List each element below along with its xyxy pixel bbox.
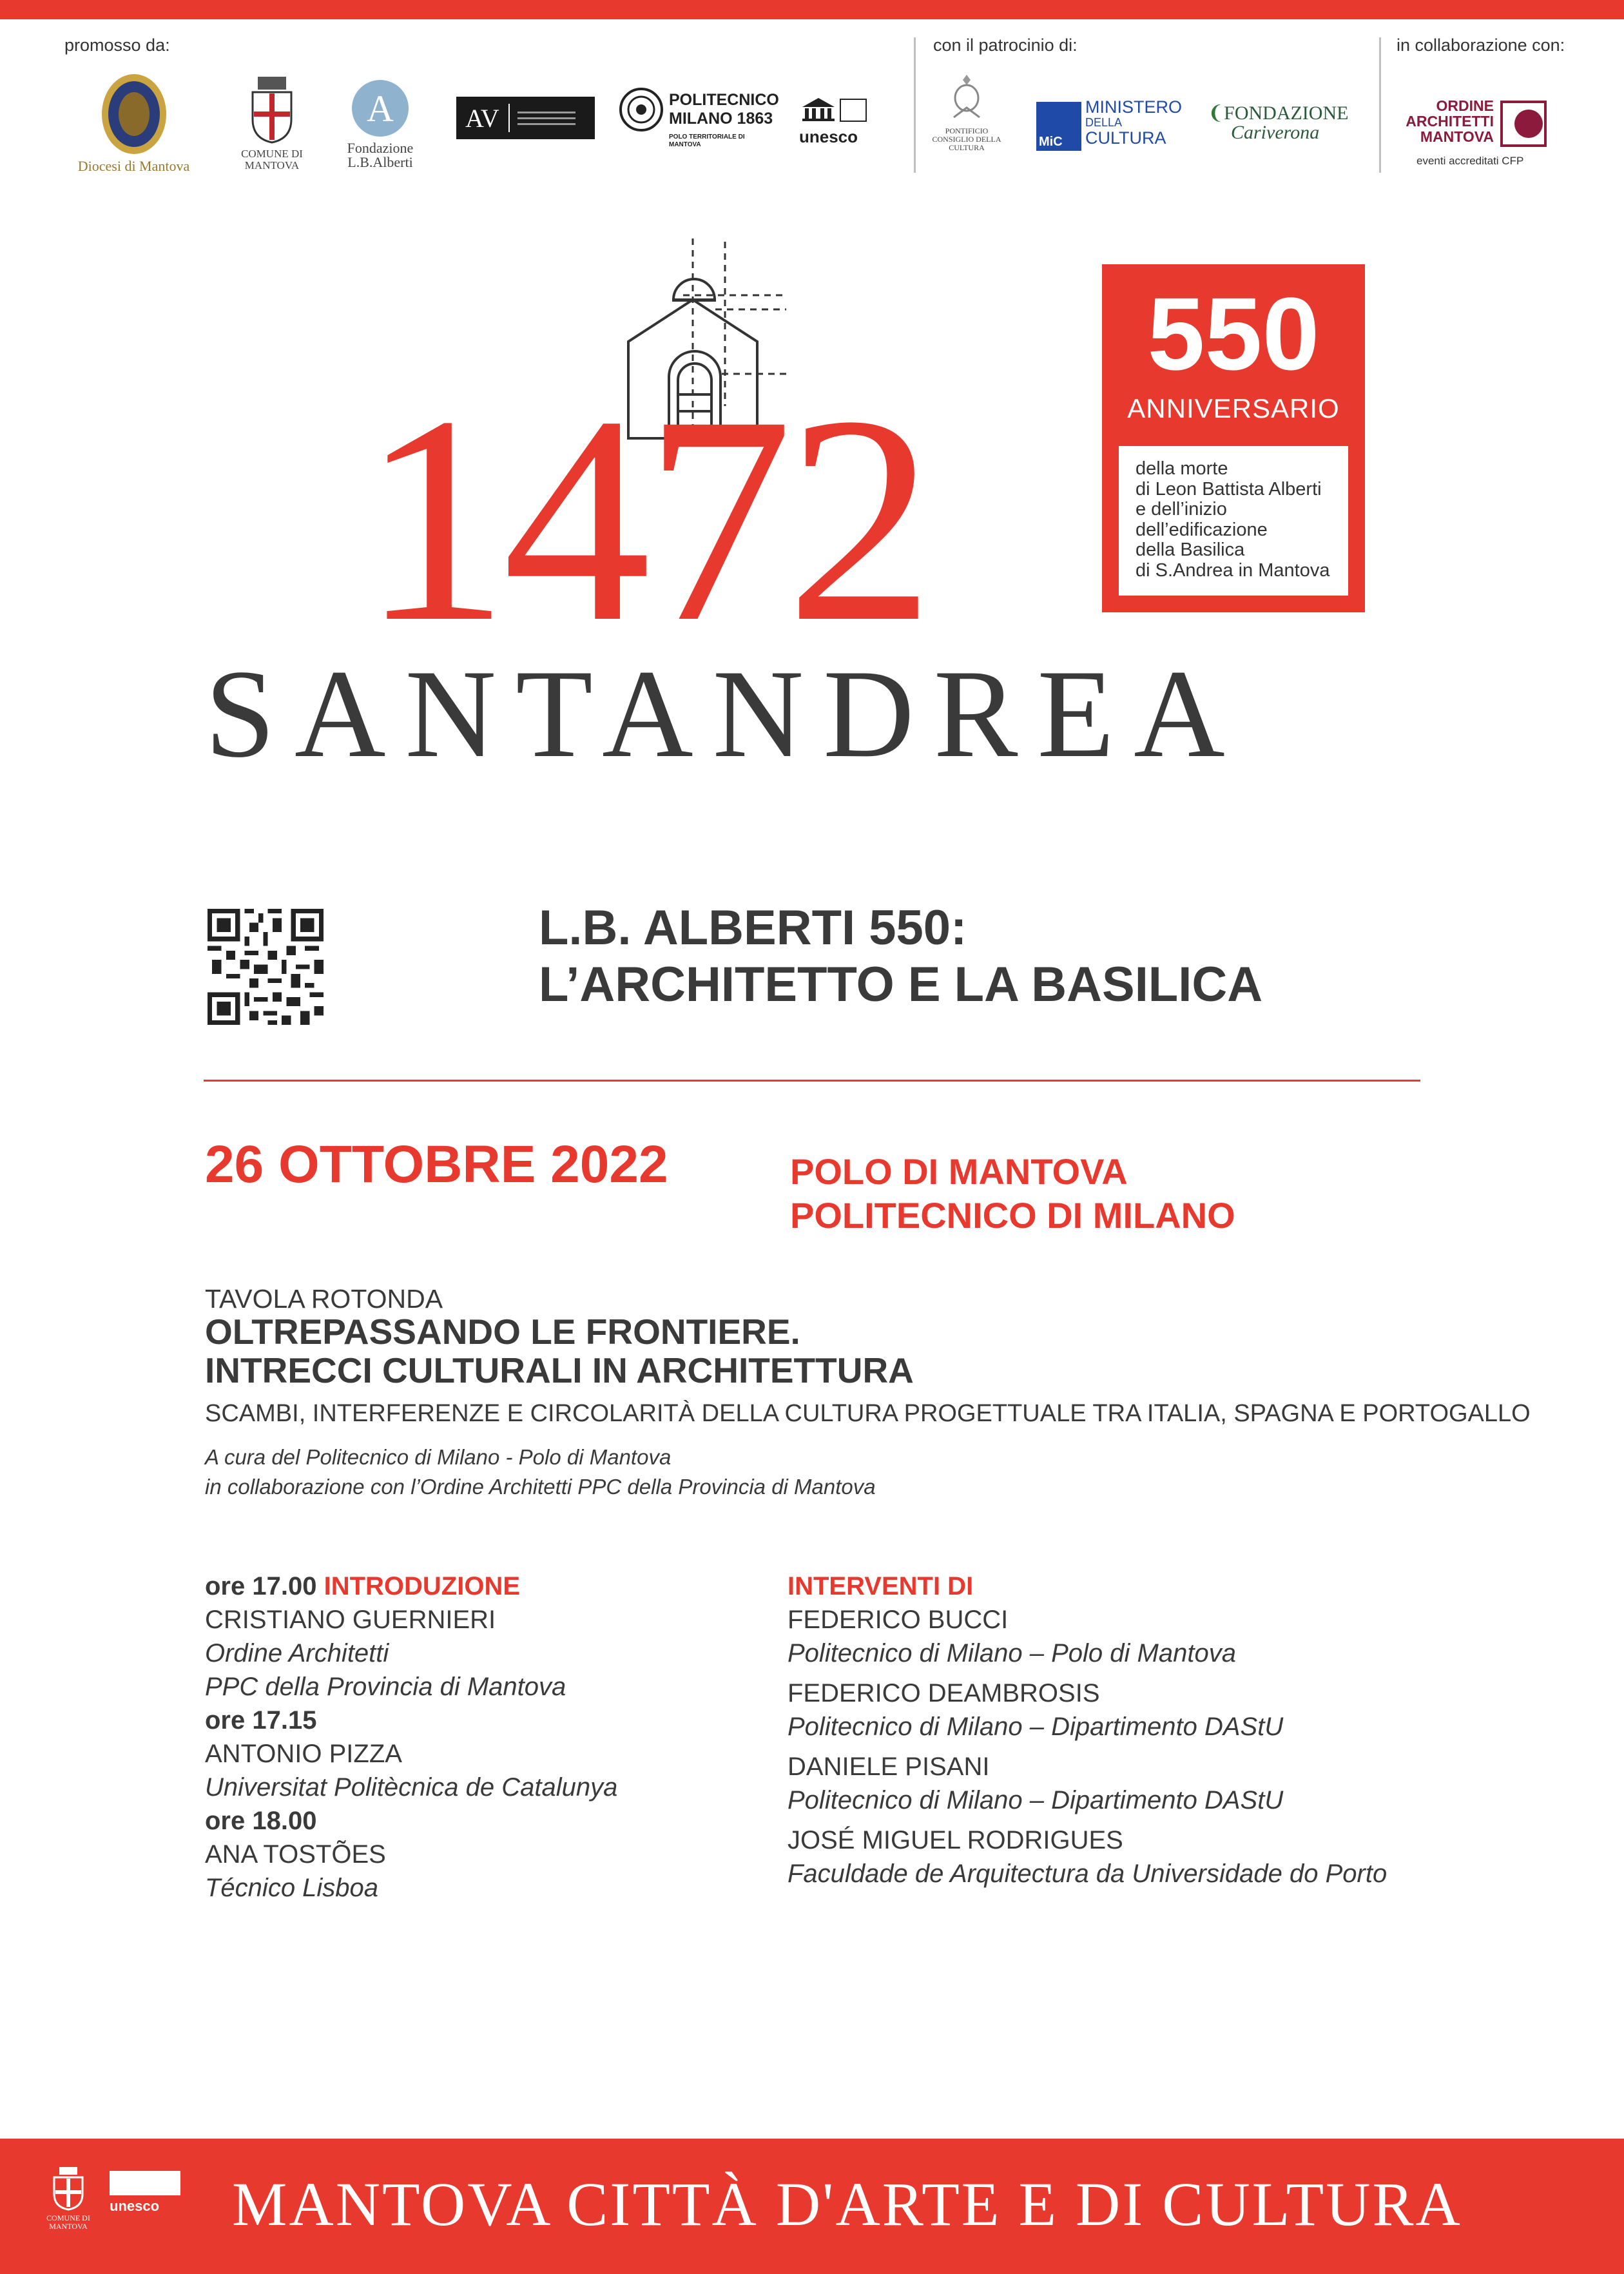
ministero-logo: MiC MINISTERO DELLA CULTURA <box>1036 97 1184 155</box>
politecnico-logo: POLITECNICO MILANO 1863 POLO TERRITORIALE DI MANTOVA <box>619 87 786 151</box>
anniversary-label: ANNIVERSARIO <box>1127 393 1340 423</box>
ordine-architetti-logo: ORDINE ARCHITETTI MANTOVA eventi accreditati CFP <box>1398 98 1560 175</box>
round-table-subtitle: SCAMBI, INTERFERENZE E CIRCOLARITÀ DELLA CULTURA PROGETTUALE TRA ITALIA, SPAGNA E PORTOGALLO <box>205 1400 1531 1427</box>
speaker-item: FEDERICO BUCCI Politecnico di Milano – Polo di Mantova <box>788 1606 1236 1667</box>
cariverona-logo: ❨FONDAZIONE Cariverona <box>1208 102 1349 143</box>
unesco-temple-icon <box>799 95 870 122</box>
anniversary-number: 550 <box>1147 276 1320 391</box>
comune-crest-icon <box>246 74 298 145</box>
politecnico-seal-icon <box>619 87 664 132</box>
svg-text:A: A <box>367 88 394 130</box>
title-divider <box>204 1080 1420 1082</box>
interventions-list <box>788 1569 1496 1890</box>
anniversary-description: della morte di Leon Battista Alberti e dell’inizio dell’edificazione della Basilica di S.Andrea in Mantova <box>1119 446 1348 596</box>
speaker-item: JOSÉ MIGUEL RODRIGUES Faculdade de Arquitectura da Universidade do Porto <box>788 1826 1387 1888</box>
hero-year: 1472 <box>361 355 928 683</box>
footer-unesco-logo: unesco <box>110 2171 187 2215</box>
sponsor-divider <box>914 37 916 173</box>
schedule-item: ore 18.00 ANA TOSTÕES Técnico Lisboa <box>205 1807 386 1902</box>
diocesi-seal-icon <box>99 72 169 156</box>
round-table-title: OLTREPASSANDO LE FRONTIERE. INTRECCI CULTURALI IN ARCHITETTURA <box>205 1312 914 1390</box>
unesco-chair-logo: unesco <box>799 95 883 160</box>
comune-logo: COMUNE DI MANTOVA <box>233 74 311 171</box>
curated-by-note: A cura del Politecnico di Milano - Polo di Mantova in collaborazione con l’Ordine Architetti PPC della Provincia di Mantova <box>205 1445 876 1499</box>
fondazione-a-icon <box>351 79 410 138</box>
diocesi-logo: Diocesi di Mantova <box>61 72 206 173</box>
footer-title: MANTOVA CITTÀ D'ARTE E DI CULTURA <box>232 2170 1462 2239</box>
hero-name: SANTANDREA <box>205 644 1244 784</box>
footer-bar <box>0 2139 1624 2274</box>
pontificio-logo: PONTIFICIO CONSIGLIO DELLA CULTURA <box>925 72 1009 152</box>
fondazione-alberti-logo: A Fondazione L.B.Alberti <box>338 79 422 170</box>
round-table-label: TAVOLA ROTONDA <box>205 1284 443 1314</box>
anniversary-badge <box>1102 264 1365 612</box>
speaker-item: FEDERICO DEAMBROSIS Politecnico di Milano – Dipartimento DAStU <box>788 1679 1284 1741</box>
event-venue: POLO DI MANTOVA POLITECNICO DI MILANO <box>790 1151 1235 1236</box>
promoted-by-label: promosso da: <box>64 35 170 55</box>
schedule-item: ore 17.00 INTRODUZIONE CRISTIANO GUERNIERI Ordine Architetti PPC della Provincia di Mantova <box>205 1572 566 1701</box>
sponsor-divider <box>1379 37 1381 173</box>
event-title: L.B. ALBERTI 550: L’ARCHITETTO E LA BASILICA <box>539 900 1263 1012</box>
footer-crest-icon <box>50 2166 86 2211</box>
qr-code[interactable] <box>208 909 324 1025</box>
av-logo: AV <box>456 97 595 139</box>
ministero-emblem-icon: MiC <box>1036 102 1081 151</box>
patronage-label: con il patrocinio di: <box>933 35 1078 55</box>
schedule-list <box>205 1569 785 1905</box>
schedule-item: ore 17.15 ANTONIO PIZZA Universitat Politècnica de Catalunya <box>205 1706 618 1802</box>
speaker-item: DANIELE PISANI Politecnico di Milano – Dipartimento DAStU <box>788 1753 1284 1814</box>
collaboration-label: in collaborazione con: <box>1397 35 1565 55</box>
top-bar <box>0 0 1624 19</box>
ordine-mark-icon <box>1500 101 1547 147</box>
footer-comune-logo: COMUNE DI MANTOVA <box>43 2166 94 2231</box>
interventions-label: INTERVENTI DI <box>788 1572 974 1600</box>
event-date: 26 OTTOBRE 2022 <box>205 1135 668 1194</box>
pontificio-tiara-icon <box>947 72 986 124</box>
